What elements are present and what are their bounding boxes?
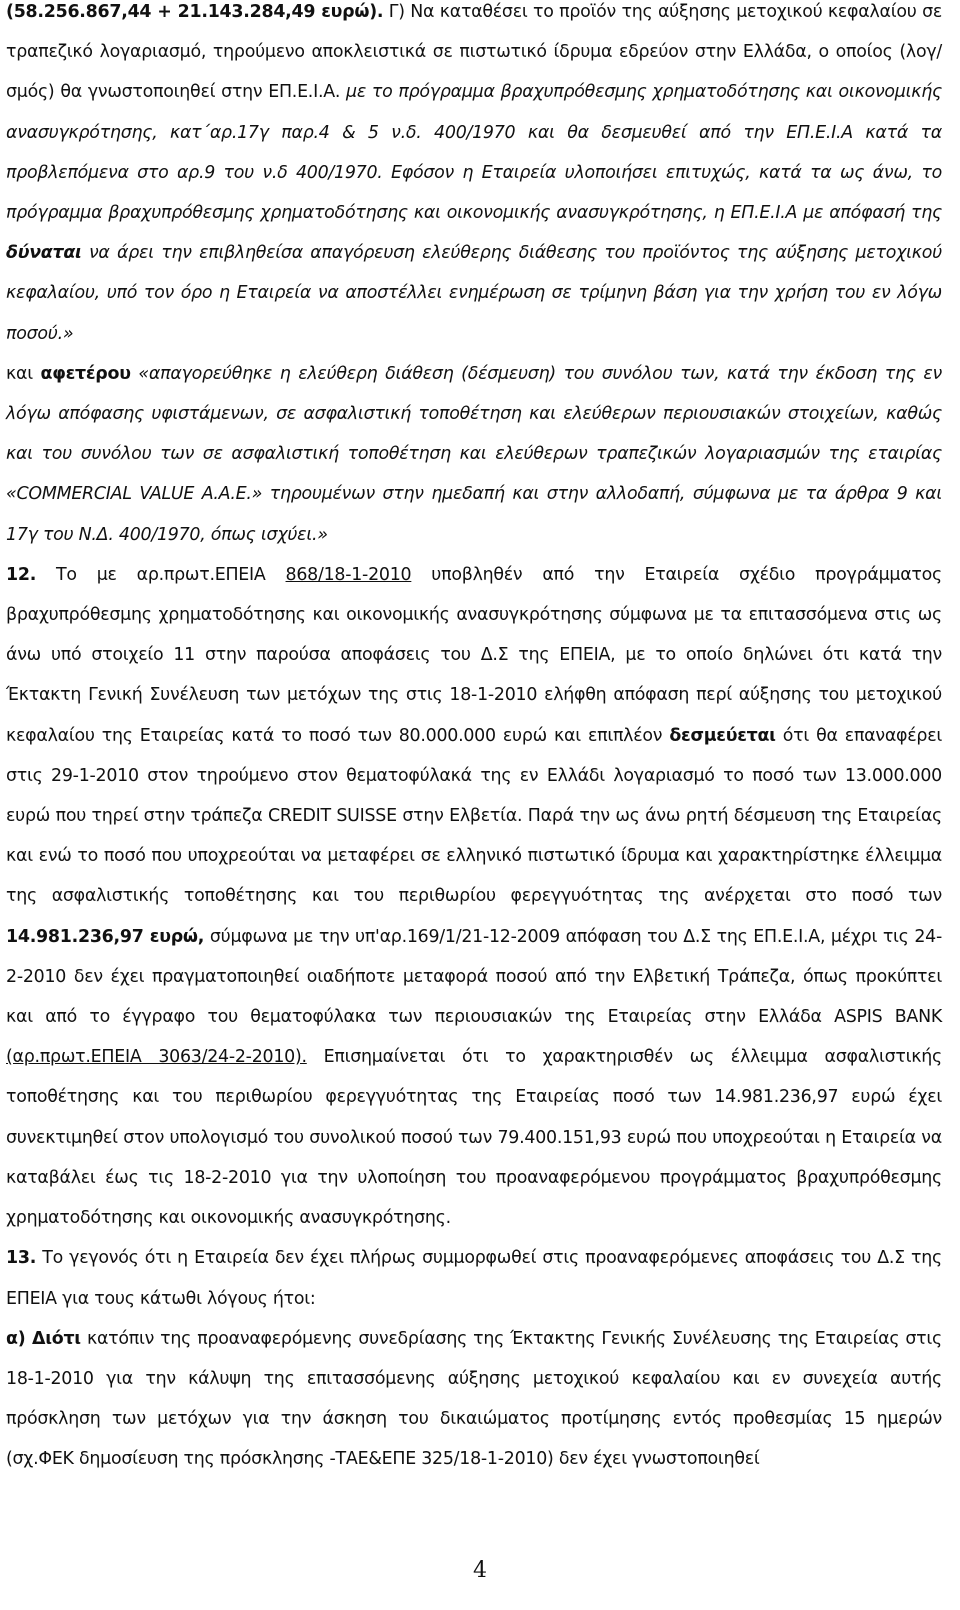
text-run: κατόπιν της προαναφερόμενης συνεδρίασης της Έκτακτης Γενικής Συνέλευσης της Εταιρείας στις 18-1-2010 για την κάλυψη της επιτασσόμενης αύξησης μετοχικού κεφαλαίου και εν συνεχεία αυτής πρόσκληση των μετόχων για την άσκηση του δικαιώματος προτίμησης εντός προθεσμίας 15 ημερών (σχ.ΦΕΚ δημοσίευση της πρόσκλησης -ΤΑΕ&ΕΠΕ 325/18-1-2010) δεν έχει γνωστοποιηθεί (6, 1328, 942, 1470)
text-run: και (6, 363, 41, 384)
protocol-reference: 868/18-1-2010 (285, 564, 412, 585)
text-run-bold: δεσμεύεται (669, 725, 776, 746)
text-run: ότι θα επαναφέρει στις 29-1-2010 στον τηρούμενο στον θεματοφύλακά της εν Ελλάδι λογαριασμό το ποσό των 13.000.000 ευρώ που τηρεί στην τράπεζα CREDIT SUISSE στην Ελβετία. Παρά την ως άνω ρητή δέσμευση της Εταιρείας και ενώ το ποσό που υποχρεούται να μεταφέρει σε ελληνικό πιστωτικό ίδρυμα και χαρακτηρίστηκε έλλειμμα της ασφαλιστικής τοποθέτησης και του περιθωρίου φερεγγυότητας της ανέρχεται στο ποσό των (6, 725, 943, 907)
item-number: 13. (6, 1248, 37, 1269)
text-run-italic: με το πρόγραμμα βραχυπρόθεσμης χρηματοδότησης και οικονομικής ανασυγκρότησης, κατ΄αρ.17γ παρ.4 & 5 ν.δ. 400/1970 και θα δεσμευθεί από την ΕΠ.Ε.Ι.Α κατά τα προβλεπόμενα στο αρ.9 του ν.δ 400/1970. Εφόσον η Εταιρεία υλοποιήσει επιτυχώς, κατά τα ως άνω, το πρόγραμμα βραχυπρόθεσμης χρηματοδότησης και οικονομικής ανασυγκρότησης, η ΕΠ.Ε.Ι.Α με απόφασή της (6, 82, 942, 224)
text-run-bold-italic: δύναται (6, 243, 82, 264)
text-run-italic: «απαγορεύθηκε η ελεύθερη διάθεση (δέσμευση) του συνόλου των, κατά την έκδοση της εν λόγω απόφασης υφιστάμενων, σε ασφαλιστική τοποθέτηση και ελεύθερων περιουσιακών στοιχείων, καθώς και του συνόλου των σε ασφαλιστική τοποθέτηση και ελεύθερων τραπεζικών λογαριασμών της εταιρίας «COMMERCIAL VALUE Α.Α.Ε.» τηρουμένων στην ημεδαπή και στην αλλοδαπή, σύμφωνα με τα άρθρα 9 και 17γ του Ν.Δ. 400/1970, όπως ισχύει.» (6, 363, 942, 545)
text-run: σύμφωνα με την υπ'αρ.169/1/21-12-2009 απόφαση του Δ.Σ της ΕΠ.Ε.Ι.Α, μέχρι τις 24-2-2010 δεν έχει πραγματοποιηθεί οιαδήποτε μεταφορά ποσού από την Ελβετική Τράπεζα, όπως προκύπτει και από το έγγραφο του θεματοφύλακα των περιουσιακών της Εταιρείας στην Ελλάδα ASPIS BANK (6, 926, 942, 1028)
paragraph-item-13 (6, 1238, 942, 1318)
protocol-reference: (αρ.πρωτ.ΕΠΕΙΑ 3063/24-2-2010). (6, 1047, 307, 1068)
text-run-bold: αφετέρου (40, 363, 131, 384)
paragraph-decision-c (6, 0, 942, 354)
amount-sum: (58.256.867,44 + 21.143.284,49 ευρώ). (6, 2, 384, 22)
item-number: 12. (6, 564, 37, 585)
reason-label: α) Διότι (6, 1328, 81, 1349)
paragraph-reason-a (6, 1319, 942, 1480)
paragraph-prohibition (6, 354, 942, 555)
amount-bold: 14.981.236,97 ευρώ, (6, 926, 205, 947)
text-run: Το γεγονός ότι η Εταιρεία δεν έχει πλήρως συμμορφωθεί στις προαναφερόμενες αποφάσεις του Δ.Σ της ΕΠΕΙΑ για τους κάτωθι λόγους ήτοι: (6, 1248, 942, 1309)
text-run: Επισημαίνεται ότι το χαρακτηρισθέν ως έλλειμμα ασφαλιστικής τοποθέτησης και του περιθωρίου φερεγγυότητας της Εταιρείας ποσό των 14.981.236,97 ευρώ έχει συνεκτιμηθεί στον υπολογισμό του συνολικού ποσού των 79.400.151,93 ευρώ που υποχρεούται η Εταιρεία να καταβάλει έως τις 18-2-2010 για την υλοποίηση του προαναφερόμενου προγράμματος βραχυπρόθεσμης χρηματοδότησης και οικονομικής ανασυγκρότησης. (6, 1047, 942, 1229)
text-run: Γ) Να καταθέσει το προϊόν της αύξησης μετοχικού κεφαλαίου σε τραπεζικό λογαριασμό, τηρούμενο αποκλειστικά σε πιστωτικό ίδρυμα εδρεύον στην Ελλάδα, ο οποίος (λογ/σμός) θα γνωστοποιηθεί στην ΕΠ.Ε.Ι.Α. (6, 2, 942, 103)
text-run-italic: να άρει την επιβληθείσα απαγόρευση ελεύθερης διάθεσης του προϊόντος της αύξησης μετοχικού κεφαλαίου, υπό τον όρο η Εταιρεία να αποστέλλει ενημέρωση σε τρίμηνη βάση για την χρήση του εν λόγω ποσού.» (6, 243, 942, 344)
text-run: υποβληθέν από την Εταιρεία σχέδιο προγράμματος βραχυπρόθεσμης χρηματοδότησης και οικονομικής ανασυγκρότησης σύμφωνα με τα επιτασσόμενα στις ως άνω υπό στοιχείο 11 στην παρούσα αποφάσεις του Δ.Σ της ΕΠΕΙΑ, με το οποίο δηλώνει ότι κατά την Έκτακτη Γενική Συνέλευση των μετόχων της στις 18-1-2010 ελήφθη απόφαση περί αύξησης του μετοχικού κεφαλαίου της Εταιρείας κατά το ποσό των 80.000.000 ευρώ και επιπλέον (6, 564, 942, 746)
text-run: Το με αρ.πρωτ.ΕΠΕΙΑ (36, 564, 286, 585)
paragraph-item-12 (6, 555, 942, 1238)
page-number: 4 (473, 1558, 487, 1583)
